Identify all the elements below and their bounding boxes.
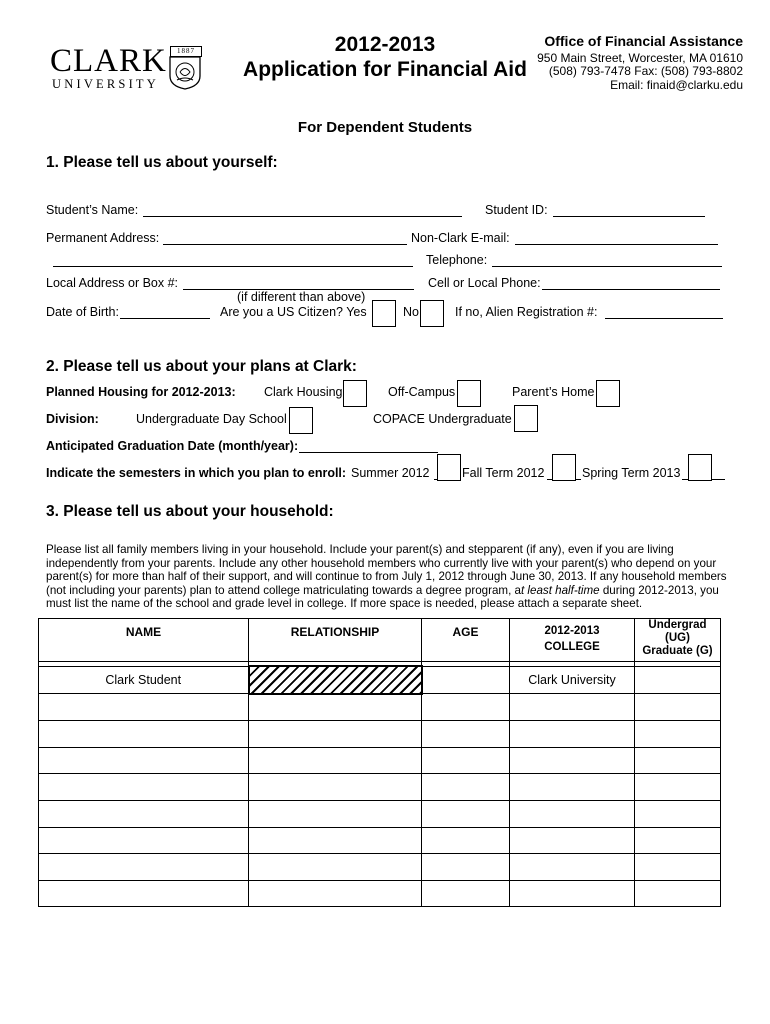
student-name-field[interactable] [143,216,462,217]
age-cell[interactable] [422,666,510,694]
age-cell[interactable] [422,694,510,721]
grad-date-field[interactable] [299,452,438,453]
relationship-cell[interactable] [249,774,422,801]
semester-option-spring: Spring Term 2013 [582,466,681,480]
level-cell[interactable] [635,774,721,801]
relationship-cell-hatched [249,666,422,694]
table-row [39,854,721,881]
age-cell[interactable] [422,827,510,854]
spring-term-2013-checkbox[interactable] [688,454,712,481]
logo-year: 1887 [170,46,202,57]
form-title: Application for Financial Aid [243,58,527,81]
level-cell[interactable] [635,854,721,881]
name-cell[interactable] [39,694,249,721]
form-year: 2012-2013 [334,33,436,56]
name-cell[interactable] [39,827,249,854]
local-address-label: Local Address or Box #: [46,276,179,290]
column-header-level [635,619,721,662]
age-cell[interactable] [422,854,510,881]
name-cell[interactable] [39,800,249,827]
college-cell[interactable] [510,854,635,881]
level-cell[interactable] [635,880,721,907]
off-campus-checkbox[interactable] [457,380,481,407]
college-cell[interactable] [510,694,635,721]
level-cell[interactable] [635,666,721,694]
relationship-cell[interactable] [249,827,422,854]
level-header-line2: (UG) [665,632,690,644]
copace-undergraduate-checkbox[interactable] [514,405,538,432]
level-header-line1: Undergrad [648,619,707,631]
semester-option-fall: Fall Term 2012 [462,466,545,480]
relationship-cell[interactable] [249,747,422,774]
permanent-address-line2-field[interactable] [53,266,413,267]
section2-heading: 2. Please tell us about your plans at Clark: [46,358,357,375]
non-clark-email-field[interactable] [515,244,718,245]
student-name-label: Student’s Name: [46,203,139,217]
parents-home-checkbox[interactable] [596,380,620,407]
semester-option-summer: Summer 2012 [351,466,430,480]
level-cell[interactable] [635,747,721,774]
age-cell[interactable] [422,800,510,827]
fall-term-2012-checkbox[interactable] [552,454,576,481]
level-cell[interactable] [635,721,721,748]
office-email: Email: finaid@clarku.edu [610,78,743,92]
relationship-header-text: RELATIONSHIP [290,625,380,639]
table-row [39,827,721,854]
alien-reg-label: If no, Alien Registration #: [455,305,598,319]
student-id-label: Student ID: [485,203,548,217]
permanent-address-label: Permanent Address: [46,231,160,245]
cell-phone-label: Cell or Local Phone: [428,276,541,290]
household-table [38,618,721,907]
instructions-italic-text: t least half-time [520,583,600,597]
summer-2012-checkbox[interactable] [437,454,461,481]
table-row [39,747,721,774]
name-cell[interactable] [39,880,249,907]
college-cell[interactable] [510,774,635,801]
logo-university: UNIVERSITY [52,77,159,91]
grad-date-label: Anticipated Graduation Date (month/year): [46,439,299,453]
college-cell[interactable] [510,747,635,774]
instructions-text-2: during 2012-2013, you must list the name of the school and grade level in college. If more space is needed, please attach a separate sheet. [46,583,719,611]
housing-label: Planned Housing for 2012-2013: [46,385,236,399]
column-header-age [422,619,510,662]
housing-option-clark: Clark Housing [264,385,343,399]
us-citizen-label: Are you a US Citizen? Yes [220,305,367,319]
college-cell[interactable] [510,880,635,907]
office-address: 950 Main Street, Worcester, MA 01610 [537,51,743,65]
section3-heading: 3. Please tell us about your household: [46,503,334,520]
college-cell[interactable] [510,827,635,854]
name-cell[interactable] [39,854,249,881]
relationship-cell[interactable] [249,800,422,827]
clark-housing-checkbox[interactable] [343,380,367,407]
level-header-line3: Graduate (G) [642,645,713,657]
dob-label: Date of Birth: [46,305,119,319]
housing-option-off-campus: Off-Campus [388,385,456,399]
relationship-cell[interactable] [249,880,422,907]
table-header-row [39,619,721,662]
college-header-text: COLLEGE [544,641,600,653]
telephone-field[interactable] [492,266,722,267]
dob-field[interactable] [120,318,210,319]
column-header-relationship [249,619,422,662]
age-header-text: AGE [452,625,479,639]
column-header-college [510,619,635,662]
semesters-label: Indicate the semesters in which you plan to enroll: [46,466,347,480]
clark-university-logo [50,44,205,94]
office-phone: (508) 793-7478 Fax: (508) 793-8802 [548,64,743,78]
table-row [39,774,721,801]
alien-reg-field[interactable] [605,318,723,319]
housing-option-parents-home: Parent’s Home [512,385,595,399]
telephone-label: Telephone: [426,253,488,267]
section1-heading: 1. Please tell us about yourself: [46,154,278,171]
table-row [39,880,721,907]
logo-name: CLARK [50,43,167,79]
college-cell[interactable]: Clark University [510,666,635,694]
permanent-address-field[interactable] [163,244,407,245]
name-cell[interactable] [39,721,249,748]
student-id-field[interactable] [553,216,705,217]
if-different-note: (if different than above) [237,290,366,304]
us-citizen-yes-checkbox[interactable] [372,300,396,327]
us-citizen-no-checkbox[interactable] [420,300,444,327]
age-cell[interactable] [422,880,510,907]
age-cell[interactable] [422,747,510,774]
college-cell[interactable] [510,800,635,827]
no-label: No [403,305,419,319]
form-subtitle: For Dependent Students [297,119,473,136]
relationship-cell[interactable] [249,854,422,881]
name-cell[interactable] [39,747,249,774]
relationship-cell[interactable] [249,694,422,721]
college-cell[interactable] [510,721,635,748]
name-cell[interactable] [39,774,249,801]
division-option-copace: COPACE Undergraduate [373,412,512,426]
level-cell[interactable] [635,827,721,854]
division-label: Division: [46,412,99,426]
age-cell[interactable] [422,721,510,748]
division-option-undergrad-day: Undergraduate Day School [136,412,287,426]
undergrad-day-school-checkbox[interactable] [289,407,313,434]
shield-icon [169,56,201,90]
column-header-name [39,619,249,662]
level-cell[interactable] [635,800,721,827]
age-cell[interactable] [422,774,510,801]
table-row [39,800,721,827]
name-cell[interactable]: Clark Student [39,666,249,694]
cell-phone-field[interactable] [542,289,720,290]
household-instructions [46,543,736,611]
level-cell[interactable] [635,694,721,721]
table-row [39,666,721,694]
table-row [39,721,721,748]
table-row [39,694,721,721]
non-clark-email-label: Non-Clark E-mail: [411,231,510,245]
relationship-cell[interactable] [249,721,422,748]
office-name: Office of Financial Assistance [544,33,743,49]
name-header-text: NAME [125,625,162,639]
college-header-year: 2012-2013 [544,625,600,637]
instructions-text-1: Please list all family members living in your household. Include your parent(s) and stepparent (if any), even if you are living independently from your parents. Include any other household members who currently live with your parent(s) who depend on your parent(s) for more than half of their support, and will continue to from July 1, 2012 through June 30, 2013. If any household members (not including your parents) plan to attend college matriculating towards a degree program, a [46,543,727,597]
